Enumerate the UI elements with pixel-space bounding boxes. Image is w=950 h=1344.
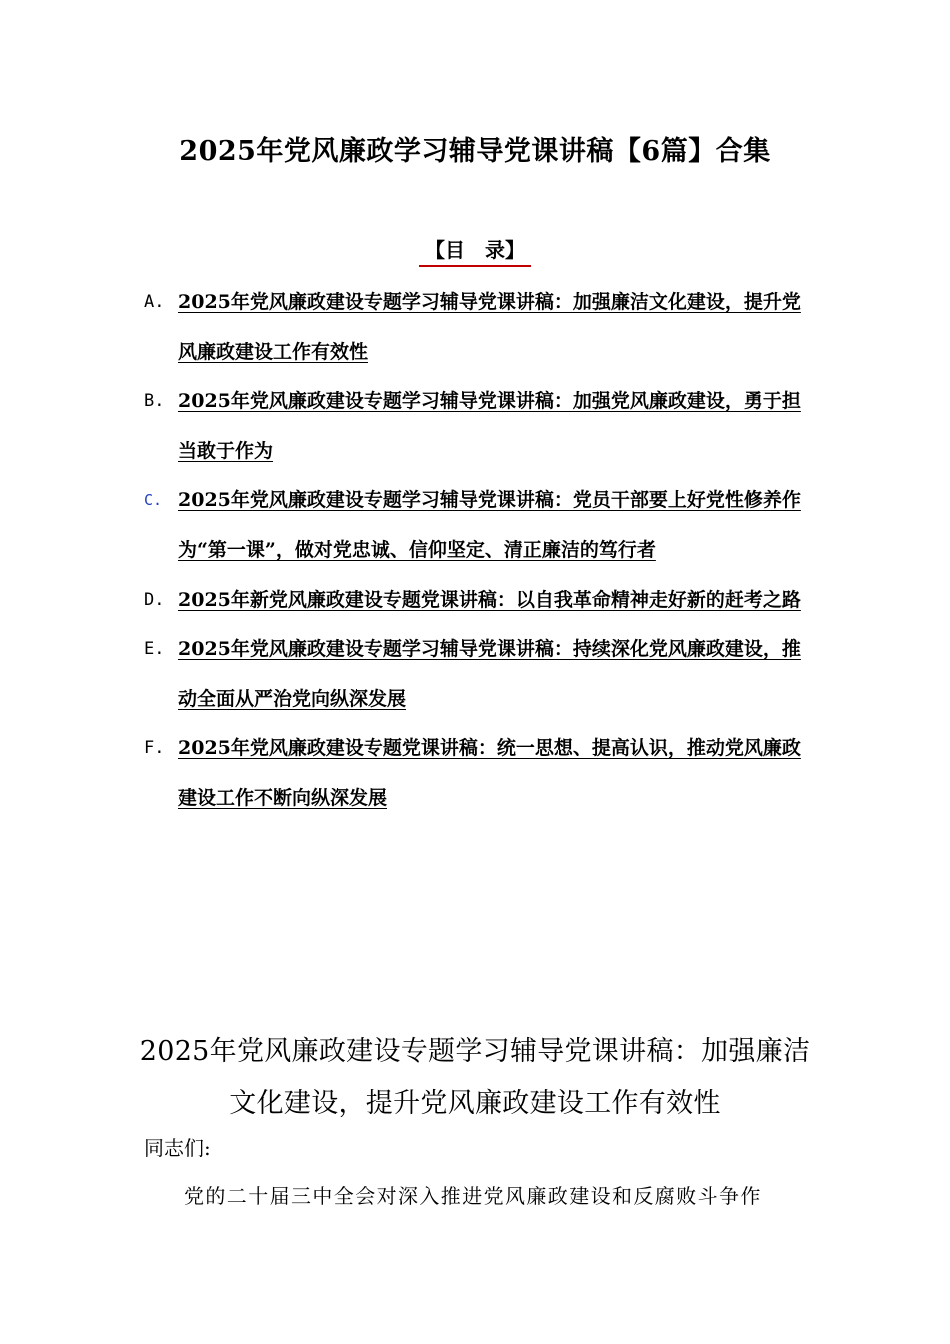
table-of-contents: [144, 278, 810, 824]
toc-letter: A.: [144, 292, 165, 312]
toc-item-b: [144, 377, 810, 476]
toc-letter: F.: [144, 738, 165, 759]
toc-link-e[interactable]: 2025年党风廉政建设专题学习辅导党课讲稿：持续深化党风廉政建设，推动全面从严治党向纵深发展: [178, 638, 801, 710]
toc-heading-text: 【目 录】: [419, 235, 531, 267]
toc-item-d: [144, 576, 810, 626]
toc-letter: D.: [144, 589, 165, 610]
toc-link-c[interactable]: 2025年党风廉政建设专题学习辅导党课讲稿：党员干部要上好党性修养作为“第一课”，做对党忠诚、信仰坚定、清正廉洁的笃行者: [178, 489, 801, 561]
toc-link-b[interactable]: 2025年党风廉政建设专题学习辅导党课讲稿：加强党风廉政建设，勇于担当敢于作为: [178, 390, 801, 462]
toc-letter: B.: [144, 391, 165, 412]
toc-link-d[interactable]: 2025年新党风廉政建设专题党课讲稿：以自我革命精神走好新的赶考之路: [178, 588, 801, 611]
toc-link-a[interactable]: 2025年党风廉政建设专题学习辅导党课讲稿：加强廉洁文化建设，提升党风廉政建设工作有效性: [178, 291, 801, 363]
toc-letter: E.: [144, 639, 165, 660]
toc-item-c: [144, 476, 810, 575]
body-paragraph: 党的二十届三中全会对深入推进党风廉政建设和反腐败斗争作: [184, 1184, 762, 1208]
toc-link-f[interactable]: 2025年党风廉政建设专题党课讲稿：统一思想、提高认识，推动党风廉政建设工作不断向纵深发展: [178, 737, 801, 809]
salutation: 同志们:: [144, 1136, 211, 1160]
toc-item-e: [144, 625, 810, 724]
section-title: 2025年党风廉政建设专题学习辅导党课讲稿：加强廉洁文化建设，提升党风廉政建设工作有效性: [139, 1036, 811, 1119]
toc-heading: [0, 234, 950, 267]
toc-item-f: [144, 724, 810, 823]
document-title: 2025年党风廉政学习辅导党课讲稿【6篇】合集: [179, 136, 771, 167]
toc-letter: C.: [144, 491, 163, 510]
toc-item-a: [144, 278, 810, 377]
